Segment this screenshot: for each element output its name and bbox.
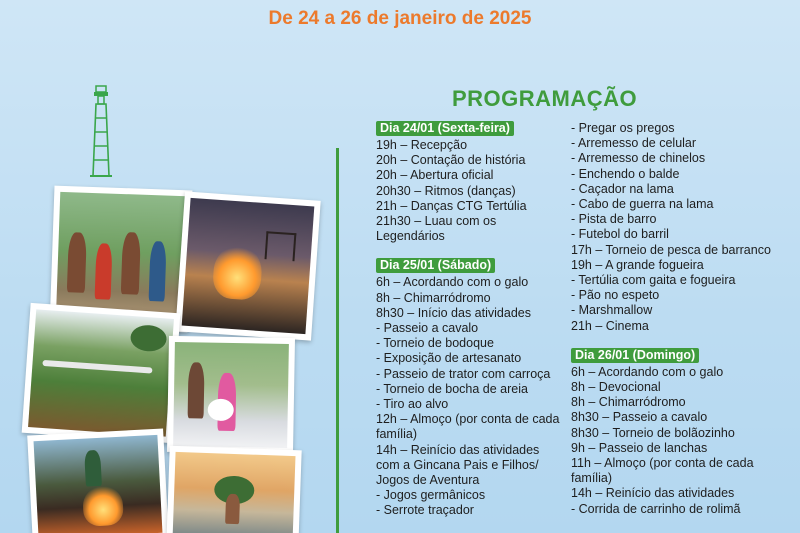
day-label-25: Dia 25/01 (Sábado)	[376, 258, 495, 273]
program-entry: - Arremesso de celular	[571, 136, 697, 151]
program-entry: 17h – Torneio de pesca de barranco	[571, 242, 771, 257]
program-entry: 14h – Reinício das atividades	[571, 486, 735, 501]
photo-children-mud	[167, 336, 295, 454]
program-entry: - Enchendo o balde	[571, 166, 680, 181]
program-entry: - Pregar os pregos	[571, 121, 675, 135]
program-entry: - Tertúlia com gaita e fogueira	[571, 273, 736, 288]
program-entry: 8h30 – Passeio a cavalo	[571, 410, 708, 425]
program-entry: - Pão no espeto	[571, 288, 660, 303]
program-entry: 19h – Recepção	[376, 138, 468, 152]
program-entry: 20h – Contação de história	[376, 153, 526, 168]
program-entry: - Corrida de carrinho de rolimã	[571, 501, 741, 516]
program-entry: 8h30 – Início das atividades	[376, 305, 531, 320]
program-entry: 6h – Acordando com o galo	[571, 364, 724, 379]
program-entry: - Serrote traçador	[376, 503, 474, 518]
program-entry: - Arremesso de chinelos	[571, 151, 706, 166]
program-entry: 6h – Acordando com o galo	[376, 275, 529, 290]
program-entry: 21h – Cinema	[571, 318, 649, 333]
program-entry: - Cabo de guerra na lama	[571, 197, 714, 212]
program-entry: 19h – A grande fogueira	[571, 257, 704, 272]
program-entry: 20h – Abertura oficial	[376, 168, 494, 183]
program-entry: 8h – Devocional	[571, 380, 661, 395]
program-entry: 8h – Chimarródromo	[376, 290, 491, 305]
program-entry: - Exposição de artesanato	[376, 351, 522, 366]
photo-field-games	[22, 303, 181, 443]
program-entry: 8h30 – Torneio de bolãozinho	[571, 425, 735, 440]
program-entry: - Passeio de trator com carroça	[376, 366, 551, 381]
program-entry: - Marshmallow	[571, 303, 653, 318]
program-entry: 8h – Chimarródromo	[571, 395, 686, 410]
program-entry: - Torneio de bodoque	[376, 336, 494, 351]
program-title: PROGRAMAÇÃO	[452, 86, 638, 111]
event-date-header: De 24 a 26 de janeiro de 2025	[268, 8, 532, 29]
program-entry: 11h – Almoço (por conta de cada família)	[571, 456, 754, 486]
program-entry: 14h – Reinício das atividades com a Gincana Pais e Filhos/ Jogos de Aventura	[376, 442, 540, 488]
lighthouse-icon	[88, 84, 114, 180]
program-column-left	[376, 121, 566, 519]
photo-campfire-group	[27, 429, 169, 533]
program-entry: 21h – Danças CTG Tertúlia	[376, 198, 527, 213]
program-entry: - Caçador na lama	[571, 181, 674, 196]
photo-bonfire-night	[175, 191, 320, 340]
program-entry: 9h – Passeio de lanchas	[571, 440, 708, 455]
program-entry: - Passeio a cavalo	[376, 321, 479, 336]
program-entry: - Futebol do barril	[571, 227, 669, 242]
program-entry: - Tiro ao alvo	[376, 397, 449, 412]
program-entry: 20h30 – Ritmos (danças)	[376, 183, 516, 198]
program-entry: - Jogos germânicos	[376, 488, 486, 503]
program-divider	[336, 148, 339, 533]
program-entry: 12h – Almoço (por conta de cada família)	[376, 412, 560, 442]
program-entry: 21h30 – Luau com os Legendários	[376, 214, 497, 244]
photo-riverside-sunset	[166, 446, 301, 533]
program-entry: - Torneio de bocha de areia	[376, 381, 528, 396]
day-label-24: Dia 24/01 (Sexta-feira)	[376, 121, 514, 136]
porto-mendes-logo	[88, 84, 298, 184]
day-label-26: Dia 26/01 (Domingo)	[571, 348, 699, 363]
program-column-right	[571, 121, 796, 517]
program-entry: - Pista de barro	[571, 212, 657, 227]
